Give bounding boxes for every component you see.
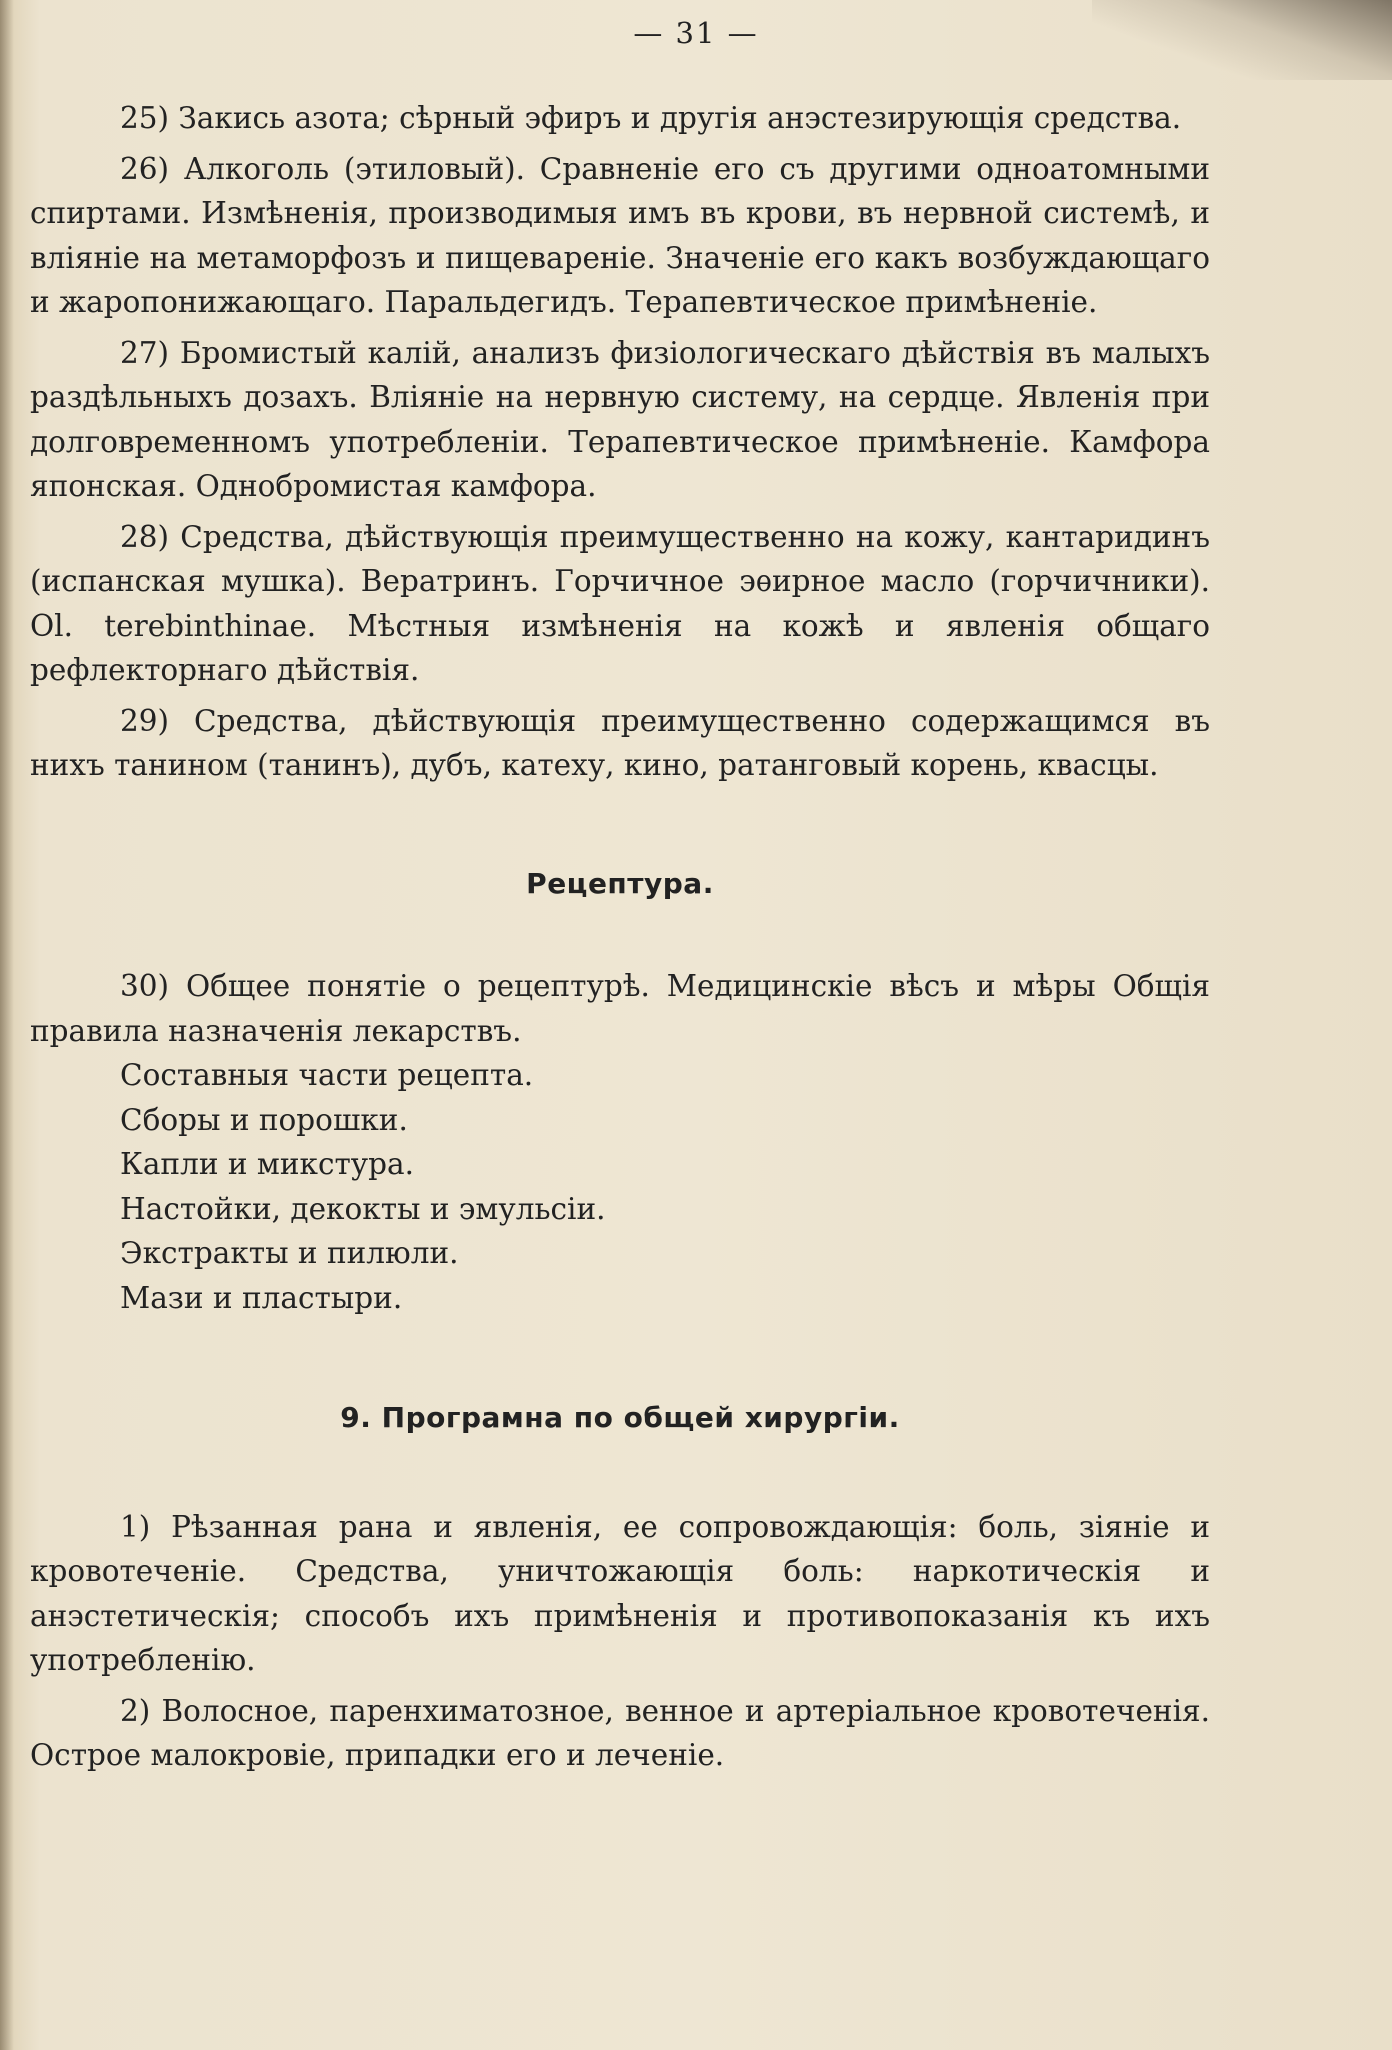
page-content bbox=[30, 96, 1210, 1778]
recept-list-item: Сборы и порошки. bbox=[120, 1102, 408, 1137]
paragraph-26: 26) Алкоголь (этиловый). Сравненіе его съ другими одноатомными спиртами. Измѣненія, производимыя имъ въ крови, въ нервной системѣ, и вліяніе на метаморфозъ и пищевареніе. Значеніе его какъ возбуждающаго и жаропонижающаго. Паральдегидъ. Терапевтическое примѣненіе. bbox=[30, 151, 1210, 319]
recept-list-item: Составныя части рецепта. bbox=[120, 1058, 534, 1092]
paragraph-surgery-2: 2) Волосное, паренхиматозное, венное и артеріальное кровотеченія. Острое малокровіе, припадки его и леченіе. bbox=[30, 1693, 1210, 1772]
recept-list-item: Настойки, декокты и эмульсіи. bbox=[120, 1191, 606, 1226]
page-number: — 31 — bbox=[633, 16, 759, 50]
paragraph-30: 30) Общее понятіе о рецептурѣ. Медицинскіе вѣсъ и мѣры Общія правила назначенія лекарствъ. bbox=[30, 969, 1210, 1048]
scan-shadow-edge bbox=[0, 0, 14, 2050]
paragraph-25: 25) Закись азота; сѣрный эфиръ и другія анэстезирующія средства. bbox=[120, 101, 1182, 135]
paragraph-28: 28) Средства, дѣйствующія преимущественно на кожу, кантаридинъ (испанская мушка). Вератринъ. Горчичное эѳирное масло (горчичники). Ol. terebinthinae. Мѣстныя измѣненія на кожѣ и явленія общаго рефлекторнаго дѣйствія. bbox=[30, 519, 1210, 687]
recept-list-item: Капли и микстура. bbox=[120, 1147, 414, 1181]
paragraph-surgery-1: 1) Рѣзанная рана и явленія, ее сопровождающія: боль, зіяніе и кровотеченіе. Средства, уничтожающія боль: наркотическія и анэстетическія; способъ ихъ примѣненія и противопоказанія къ ихъ употребленію. bbox=[30, 1509, 1210, 1677]
section-heading-surgery: 9. Програмна по общей хирургіи. bbox=[340, 1401, 900, 1434]
recept-list-item: Экстракты и пилюли. bbox=[120, 1236, 459, 1270]
paragraph-29: 29) Средства, дѣйствующія преимущественно содержащимся въ нихъ танином (танинъ), дубъ, катеху, кино, ратанговый корень, квасцы. bbox=[30, 703, 1210, 782]
section-heading-recept: Рецептура. bbox=[526, 866, 714, 900]
paragraph-27: 27) Бромистый калій, анализъ физіологическаго дѣйствія въ малыхъ раздѣльныхъ дозахъ. Вліяніе на нервную систему, на сердце. Явленія при долговременномъ употребленіи. Терапевтическое примѣненіе. Камфора японская. Однобромистая камфора. bbox=[30, 335, 1210, 503]
recept-list-item: Мази и пластыри. bbox=[120, 1280, 403, 1315]
